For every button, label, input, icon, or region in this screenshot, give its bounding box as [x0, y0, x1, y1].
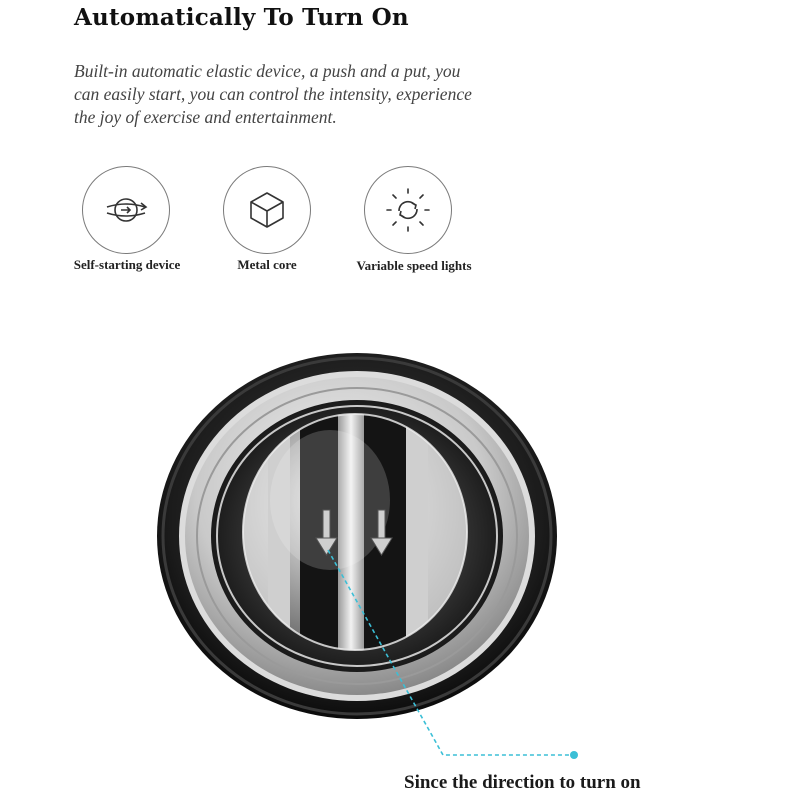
cube-icon-circle	[223, 166, 311, 254]
light-rays-icon-circle	[364, 166, 452, 254]
feature-label-variable-speed-lights: Variable speed lights	[356, 258, 472, 273]
description	[74, 60, 594, 129]
pointer-dot	[570, 751, 578, 759]
feature-label-self-starting: Self-starting device	[73, 257, 181, 272]
light-rays-icon	[382, 184, 434, 236]
feature-label-metal-core: Metal core	[237, 257, 297, 272]
wrist-gyro-ball-photo	[0, 300, 800, 800]
product-caption: Since the direction to turn on	[404, 772, 641, 793]
cube-icon	[242, 185, 292, 235]
self-start-orbit-icon	[101, 185, 151, 235]
self-start-orbit-icon-circle	[82, 166, 170, 254]
description-line: Built-in automatic elastic device, a push and a put, you	[74, 61, 461, 81]
description-line: the joy of exercise and entertainment.	[74, 107, 337, 127]
page-title: Automatically To Turn On	[74, 4, 409, 31]
description-line: can easily start, you can control the intensity, experience	[74, 84, 472, 104]
